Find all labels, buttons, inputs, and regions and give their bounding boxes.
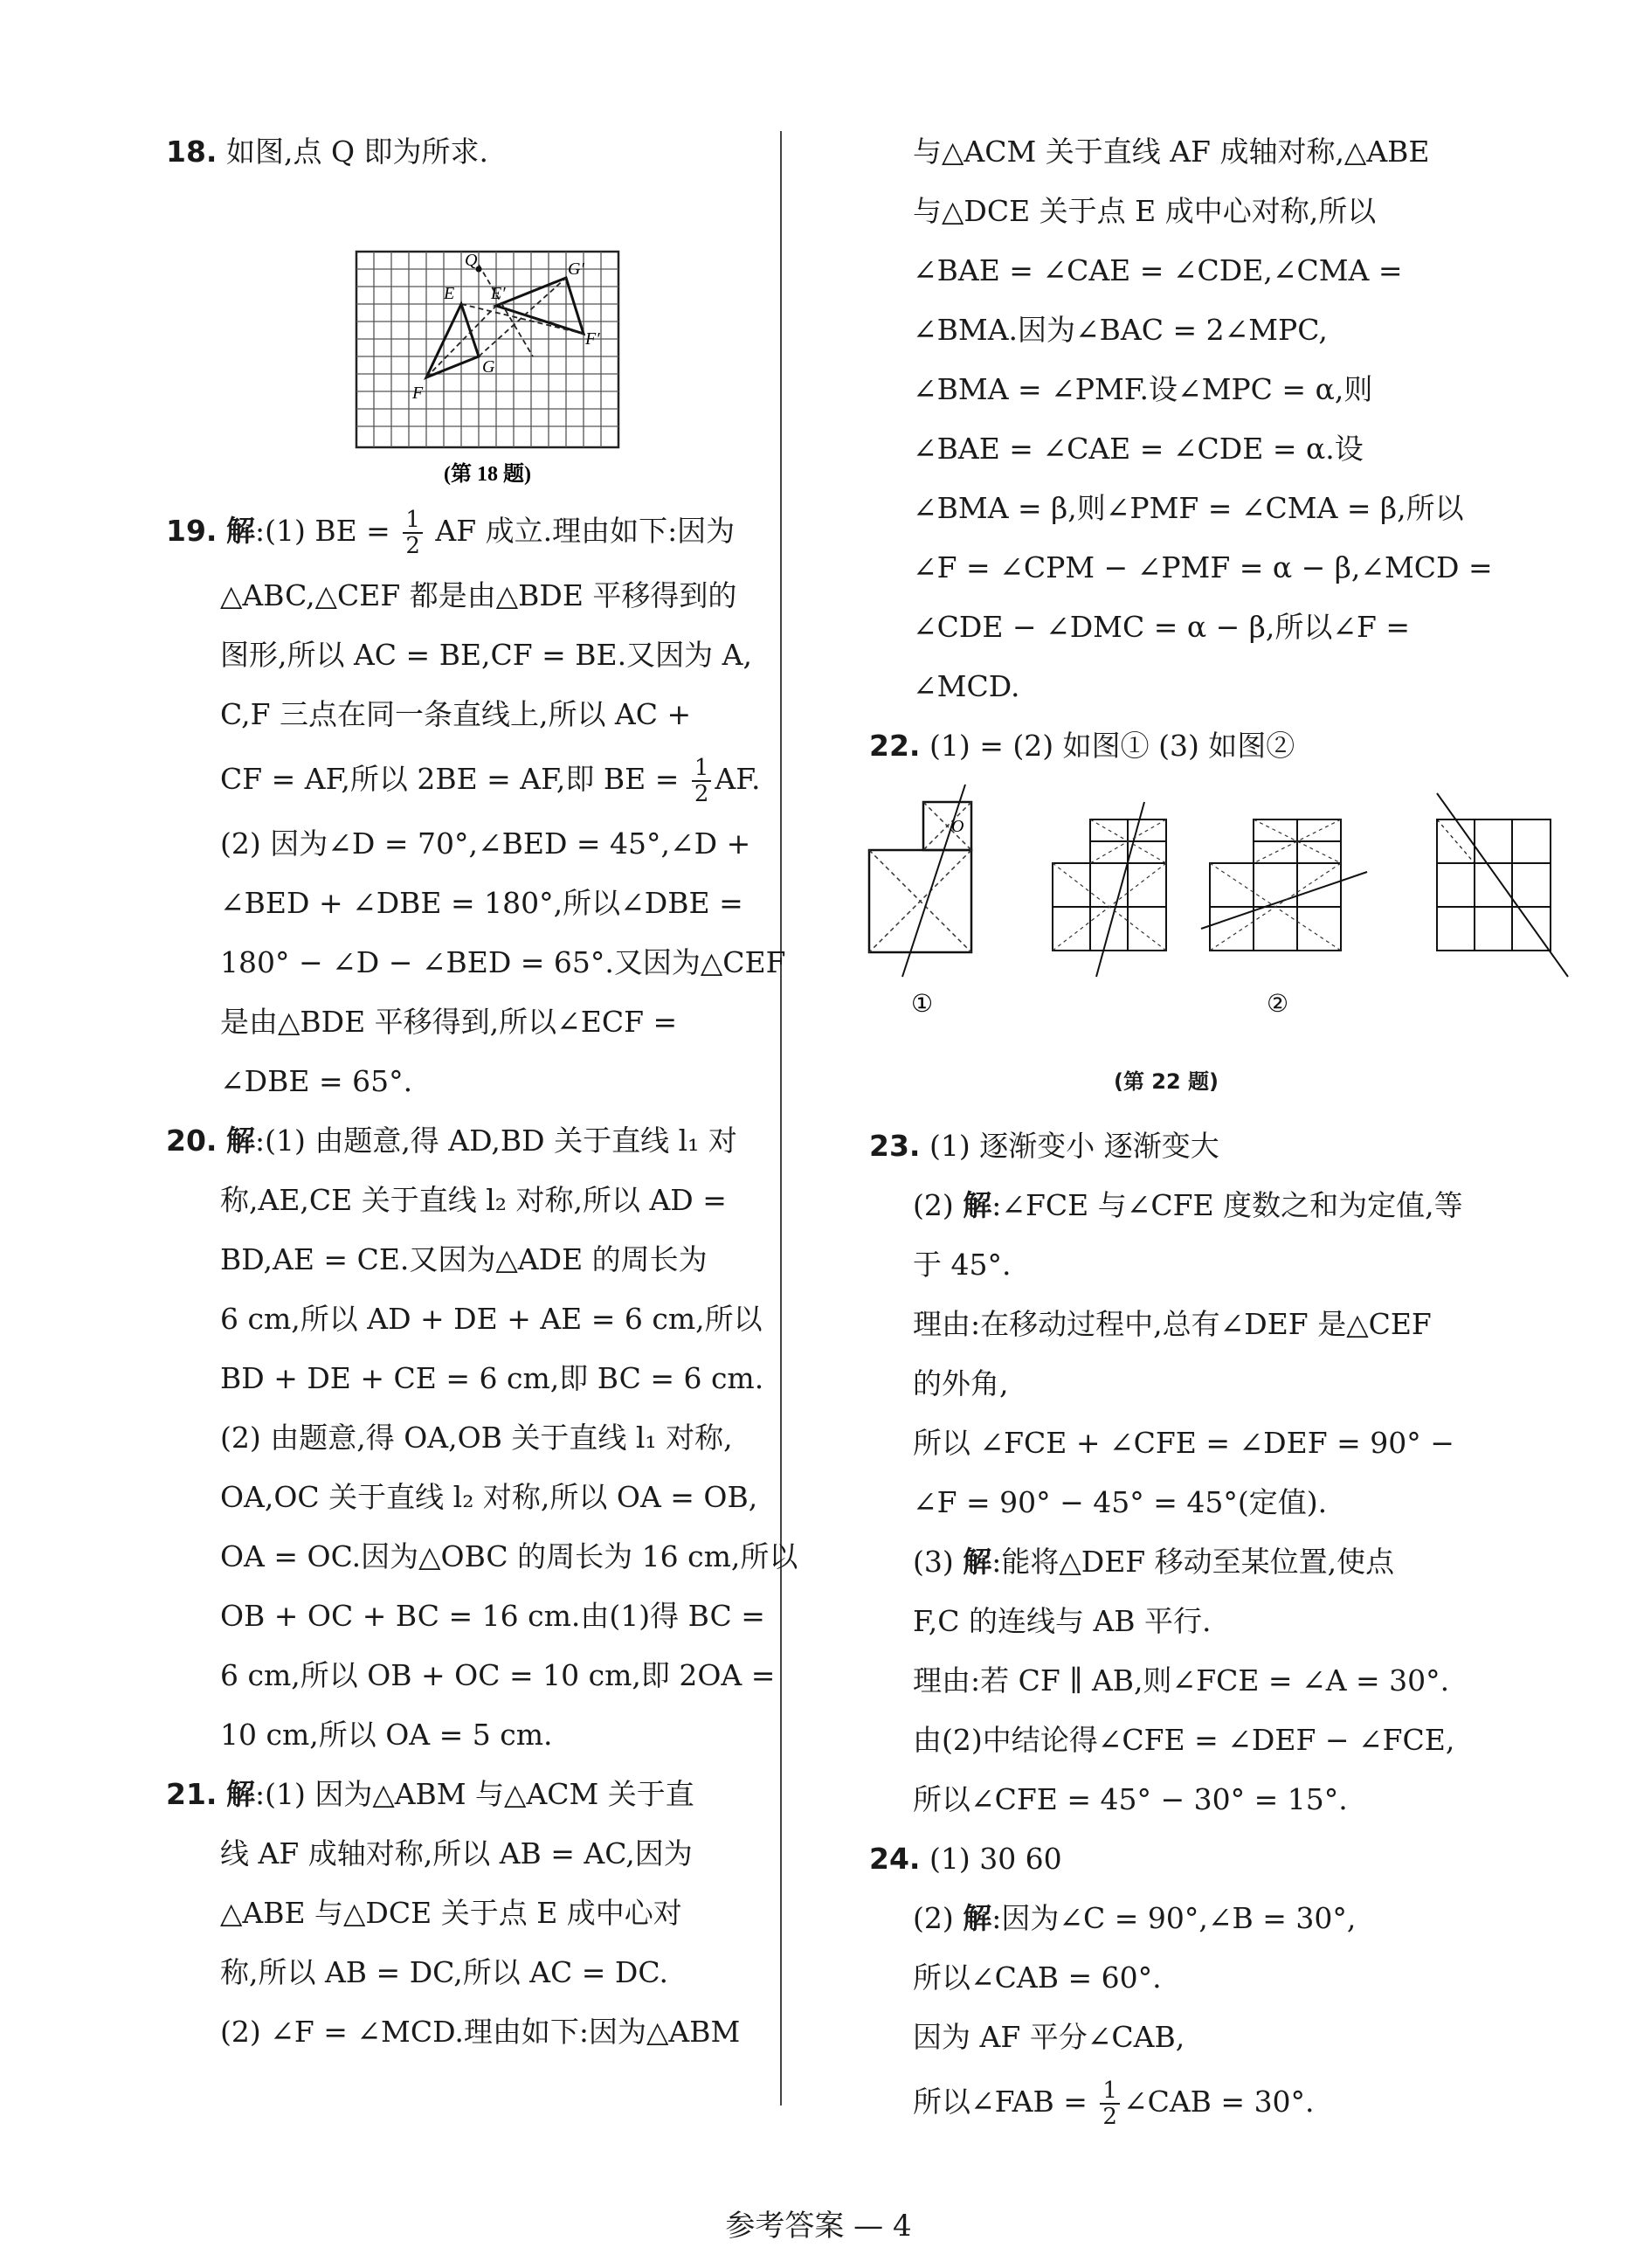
- q20-line-10: 6 cm,所以 OB + OC = 10 cm,即 2OA =: [220, 1658, 776, 1692]
- q22-caption: (第 22 题): [1113, 1069, 1219, 1094]
- q20-number: 20.: [166, 1124, 218, 1158]
- q20-line-9: OB + OC + BC = 16 cm.由(1)得 BC =: [220, 1599, 765, 1633]
- q19-line-6: (2) 因为∠D = 70°,∠BED = 45°,∠D +: [220, 826, 751, 861]
- q24-text-2a: (2): [913, 1901, 964, 1935]
- q22-figures: [860, 776, 1472, 1064]
- label-e: E: [444, 284, 455, 303]
- q24-line-2: [913, 1889, 1454, 1948]
- q23-line-2: [913, 1176, 1463, 1235]
- q20-line-2: 称,AE,CE 关于直线 l₂ 对称,所以 AD =: [220, 1183, 727, 1217]
- q21-text-1: :(1) 因为△ABM 与△ACM 关于直: [254, 1777, 694, 1811]
- figure-2a: [1053, 802, 1166, 977]
- figure-2-mark: ②: [1267, 991, 1289, 1018]
- q23-line-11: 由(2)中结论得∠CFE = ∠DEF − ∠FCE,: [913, 1723, 1455, 1757]
- q19-line-9: 是由△BDE 平移得到,所以∠ECF =: [220, 1005, 678, 1039]
- q22-number: 22.: [869, 729, 921, 763]
- q24-fraction: [1100, 2078, 1120, 2129]
- frac-numerator: 1: [403, 508, 423, 534]
- q23-text-2a: (2): [913, 1188, 964, 1222]
- q21-r1: 与△ACM 关于直线 AF 成轴对称,△ABE: [913, 135, 1430, 169]
- q18-figure-wrap: [166, 182, 777, 496]
- q19-text-5b: AF.: [715, 762, 761, 796]
- q23-jie-1: 解: [963, 1188, 992, 1222]
- figure-2c-svg: [1428, 776, 1637, 1064]
- q19-line-4: C,F 三点在同一条直线上,所以 AC +: [220, 697, 692, 731]
- figure-2b: [1201, 819, 1367, 1018]
- page-footer: 参考答案 — 4: [725, 2209, 912, 2244]
- label-e-prime: E′: [491, 284, 506, 303]
- label-f-prime: F′: [585, 329, 600, 349]
- label-f: F: [412, 384, 424, 403]
- q24-line-3: 所以∠CAB = 60°.: [913, 1960, 1162, 1995]
- q23-line-9: F,C 的连线与 AB 平行.: [913, 1604, 1212, 1638]
- q24-text-5b: ∠CAB = 30°.: [1122, 2085, 1315, 2119]
- q20-line-6: (2) 由题意,得 OA,OB 关于直线 l₁ 对称,: [220, 1421, 733, 1455]
- figure-1-mark: ①: [911, 991, 934, 1018]
- q24-text-1: (1) 30 60: [929, 1842, 1062, 1876]
- left-column: [166, 122, 798, 2062]
- q21-line-3: △ABE 与△DCE 关于点 E 成中心对: [220, 1896, 682, 1930]
- q20-line-1: [166, 1111, 777, 1171]
- column-divider: [780, 131, 782, 2106]
- q19-line-3: 图形,所以 AC = BE,CF = BE.又因为 A,: [220, 638, 752, 672]
- q21-r6: ∠BAE = ∠CAE = ∠CDE = α.设: [913, 432, 1364, 466]
- q20-line-3: BD,AE = CE.又因为△ADE 的周长为: [220, 1242, 708, 1276]
- frac-denominator: 2: [694, 781, 709, 807]
- q23-text-2b: :∠FCE 与∠CFE 度数之和为定值,等: [991, 1188, 1463, 1222]
- q18-line: [166, 122, 777, 182]
- q19-line-8: 180° − ∠D − ∠BED = 65°.又因为△CEF: [220, 945, 786, 979]
- q24-text-5a: 所以∠FAB =: [913, 2085, 1088, 2119]
- q21-r8: ∠F = ∠CPM − ∠PMF = α − β,∠MCD =: [913, 550, 1493, 584]
- q19-line-7: ∠BED + ∠DBE = 180°,所以∠DBE =: [220, 886, 743, 920]
- q20-line-4: 6 cm,所以 AD + DE + AE = 6 cm,所以: [220, 1302, 763, 1336]
- frac-denominator: 2: [1102, 2104, 1117, 2130]
- q20-line-7: OA,OC 关于直线 l₂ 对称,所以 OA = OB,: [220, 1480, 758, 1514]
- q21-number: 21.: [166, 1777, 218, 1811]
- q21-line-2: 线 AF 成轴对称,所以 AB = AC,因为: [220, 1836, 693, 1870]
- q19-line-2: △ABC,△CEF 都是由△BDE 平移得到的: [220, 578, 737, 612]
- q21-r3: ∠BAE = ∠CAE = ∠CDE,∠CMA =: [913, 253, 1403, 287]
- q23-line-7: ∠F = 90° − 45° = 45°(定值).: [913, 1485, 1328, 1519]
- q19-line-1: [166, 496, 777, 566]
- q21-r9: ∠CDE − ∠DMC = α − β,所以∠F =: [913, 610, 1411, 644]
- q22-figure-wrap: [860, 776, 1454, 1064]
- label-q: Q: [465, 251, 478, 270]
- q20-line-11: 10 cm,所以 OA = 5 cm.: [220, 1718, 553, 1752]
- q21-r7: ∠BMA = β,则∠PMF = ∠CMA = β,所以: [913, 491, 1464, 525]
- q18-number: 18.: [166, 135, 218, 169]
- q18-caption: (第 18 题): [444, 463, 531, 486]
- q23-line-8: [913, 1532, 1454, 1592]
- q23-line-5: 的外角,: [913, 1366, 1009, 1400]
- q19-fraction-2: [692, 756, 712, 806]
- q19-text-1b: AF 成立.理由如下:因为: [435, 514, 736, 548]
- q19-text-1a: :(1) BE =: [254, 514, 390, 548]
- q19-jie: 解: [225, 514, 255, 548]
- q21-r2: 与△DCE 关于点 E 成中心对称,所以: [913, 194, 1377, 228]
- right-column: [869, 122, 1493, 2137]
- q24-line-1: [869, 1829, 1454, 1889]
- q21-line-1: [166, 1765, 777, 1824]
- q23-line-6: 所以 ∠FCE + ∠CFE = ∠DEF = 90° −: [913, 1426, 1454, 1460]
- q22-line: [869, 716, 1454, 776]
- q23-number: 23.: [869, 1129, 921, 1163]
- q20-line-8: OA = OC.因为△OBC 的周长为 16 cm,所以: [220, 1539, 798, 1573]
- q21-line-4: 称,所以 AB = DC,所以 AC = DC.: [220, 1955, 668, 1989]
- frac-denominator: 2: [405, 533, 420, 559]
- q18-grid-figure: [166, 182, 777, 496]
- q23-line-1: [869, 1117, 1454, 1176]
- q23-text-1: (1) 逐渐变小 逐渐变大: [929, 1129, 1219, 1163]
- q24-line-4: 因为 AF 平分∠CAB,: [913, 2020, 1185, 2054]
- q19-fraction-1: [403, 508, 423, 558]
- q20-text-1: :(1) 由题意,得 AD,BD 关于直线 l₁ 对: [254, 1124, 737, 1158]
- q23-line-10: 理由:若 CF ∥ AB,则∠FCE = ∠A = 30°.: [913, 1663, 1450, 1698]
- q24-line-5: [913, 2067, 1454, 2137]
- q19-number: 19.: [166, 514, 218, 548]
- q20-jie: 解: [225, 1124, 255, 1158]
- q21-line-5: (2) ∠F = ∠MCD.理由如下:因为△ABM: [220, 2015, 741, 2049]
- figure-1: [869, 785, 971, 1018]
- q20-line-5: BD + DE + CE = 6 cm,即 BC = 6 cm.: [220, 1361, 764, 1395]
- q21-r4: ∠BMA.因为∠BAC = 2∠MPC,: [913, 313, 1328, 347]
- q23-line-4: 理由:在移动过程中,总有∠DEF 是△CEF: [913, 1307, 1432, 1341]
- q21-r10: ∠MCD.: [913, 669, 1020, 703]
- q23-line-3: 于 45°.: [913, 1248, 1012, 1282]
- q19-line-5: [166, 744, 777, 814]
- frac-numerator: 1: [692, 756, 712, 782]
- q19-text-5a: CF = AF,所以 2BE = AF,即 BE =: [220, 762, 680, 796]
- q21-jie: 解: [225, 1777, 255, 1811]
- q24-number: 24.: [869, 1842, 921, 1876]
- q22-text: (1) = (2) 如图① (3) 如图②: [929, 729, 1295, 763]
- q23-line-12: 所以∠CFE = 45° − 30° = 15°.: [913, 1782, 1348, 1816]
- q18-text: 如图,点 Q 即为所求.: [225, 135, 488, 169]
- label-g: G: [482, 357, 495, 377]
- label-o: O: [951, 817, 964, 836]
- q23-text-8a: (3): [913, 1545, 964, 1579]
- frac-numerator: 1: [1100, 2078, 1120, 2105]
- q21-r5: ∠BMA = ∠PMF.设∠MPC = α,则: [913, 372, 1373, 406]
- triangle-efg: [426, 304, 479, 377]
- q24-text-2b: :因为∠C = 90°,∠B = 30°,: [991, 1901, 1357, 1935]
- q23-text-8b: :能将△DEF 移动至某位置,使点: [991, 1545, 1395, 1579]
- q19-line-10: ∠DBE = 65°.: [220, 1064, 413, 1098]
- q24-jie: 解: [963, 1901, 992, 1935]
- label-g-prime: G′: [568, 259, 584, 279]
- q23-jie-2: 解: [963, 1545, 992, 1579]
